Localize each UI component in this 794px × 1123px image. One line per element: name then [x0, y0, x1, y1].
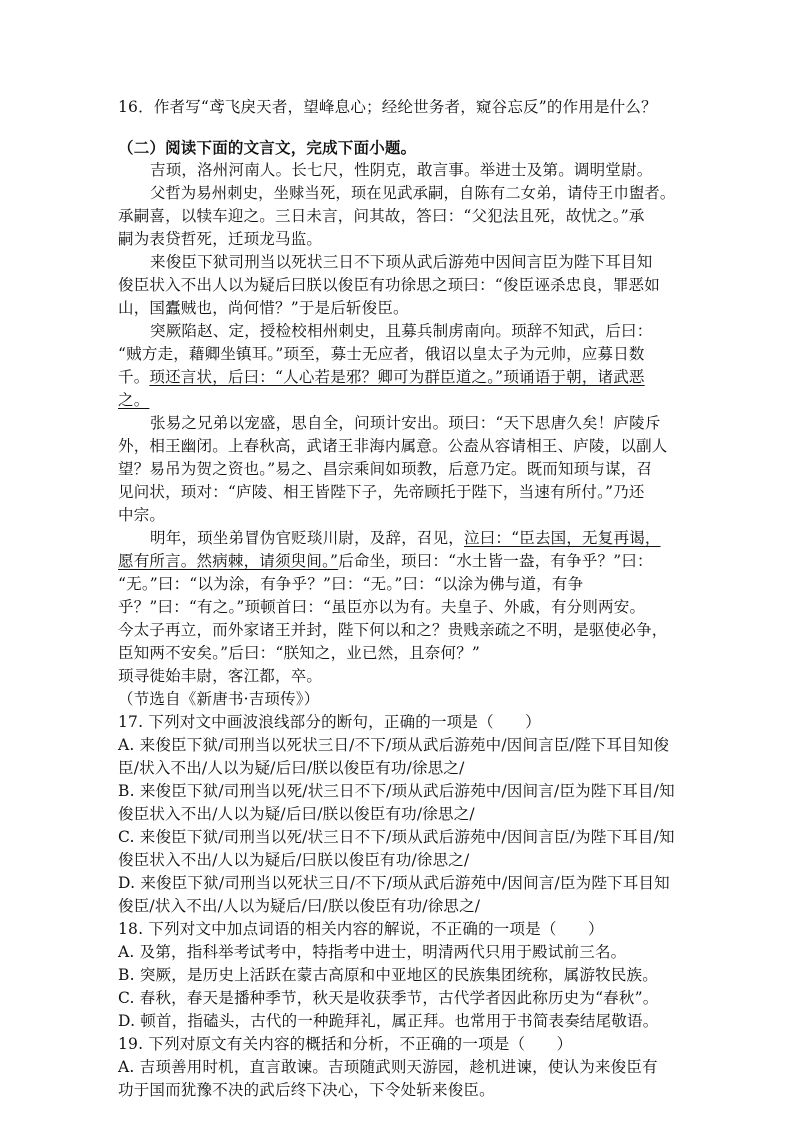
passage-p2-line2: 承嗣喜，以犊车迎之。三日未言，问其故，答曰：“父犯法且死，故忧之。”承: [118, 207, 645, 225]
passage-p6-line1: [150, 527, 661, 549]
question-19-option-a-line2: 功于国而犹豫不决的武后终下决心，下令处斩来俊臣。: [118, 1081, 495, 1099]
passage-p6-line3: “无。”曰：“以为涂，有争乎？”曰：“无。”曰：“以涂为佛与道，有争: [118, 575, 584, 593]
passage-p1: 吉顼，洛州河南人。长七尺，性阴克，敢言事。举进士及第。调明堂尉。: [150, 161, 653, 179]
passage-p6-line2-rest: 后命坐，顼曰：“水土皆一盎，有争乎？”曰：: [338, 552, 653, 570]
question-18-option-c: C. 春秋，春天是播种季节，秋天是收获季节，古代学者因此称历史为“春秋”。: [118, 989, 659, 1007]
question-17-option-a-line2: 臣/状入不出/人以为疑/后曰/朕以俊臣有功/徐思之/: [118, 759, 465, 777]
question-18-option-a: A. 及第，指科举考试考中，特指考中进士，明清两代只用于殿试前三名。: [118, 943, 627, 961]
question-17-option-c-line2: 俊臣状入不出/人以为疑后/曰朕以俊臣有功/徐思之/: [118, 851, 470, 869]
passage-p5-line5: 中宗。: [118, 506, 166, 524]
passage-p4-line1: 突厥陷赵、定，授检校相州刺史，且募兵制虏南向。顼辞不知武，后曰：: [150, 322, 653, 340]
question-17-stem: 17. 下列对文中画波浪线部分的断句，正确的一项是（ ）: [118, 713, 541, 731]
question-17-option-d-line2: 俊臣/状入不出/人以为疑后/曰/朕以俊臣有功/徐思之/: [118, 897, 481, 915]
passage-p3-line2-rest: 顼曰：“俊臣诬杀忠良，罪恶如: [447, 276, 660, 294]
question-19-option-a-line1: A. 吉顼善用时机，直言敢谏。吉顼随武则天游园，趁机进谏，使认为来俊臣有: [118, 1058, 658, 1076]
question-17-option-d-line1: D. 来俊臣下狱/司刑当以死状三日/不下/顼从武后游苑中/因间言/臣为陛下耳目知: [118, 874, 670, 892]
passage-p3-line2-wavy: 俊臣状入不出人以为疑后曰朕以俊臣有功徐思之: [118, 276, 448, 294]
question-17-option-b-line1: B. 来俊臣下狱/司刑当以死/状三日不下/顼从武后游苑中/因间言/臣为陛下耳目/知: [118, 782, 675, 800]
passage-p4-underlined-sentence: 顼还言状，后曰：“人心若是邪？卿可为群臣道之。”: [149, 368, 504, 386]
passage-p4-line2: “贼方走，藉卿坐镇耳。”顼至，募士无应者，俄诏以皇太子为元帅，应募日数: [118, 345, 645, 363]
passage-p4-underlined-tail: 顼诵语于朝，诸武恶: [503, 368, 645, 386]
passage-p6-line4: 乎？”曰：“有之。”顼顿首曰：“虽臣亦以为有。夫皇子、外戚，有分则两安。: [118, 598, 646, 616]
passage-p4-line3: [118, 366, 645, 388]
passage-p6-line2: [118, 550, 653, 572]
passage-p6-underlined-tail: 愿有所言。然病棘，请须臾间。”: [118, 552, 339, 570]
passage-source: （节选自《新唐书·吉顼传》）: [118, 690, 320, 708]
passage-p6-line1-start: 明年，顼坐弟冒伪官贬琰川尉，及辞，召见，: [150, 529, 465, 547]
passage-p4-line4: 之。: [118, 391, 150, 409]
passage-p6-line6: 臣知两不安矣。”后曰：“朕知之，业已然，且奈何？”: [118, 644, 481, 662]
passage-p6-underlined-sentence: 泣曰：“臣去国，无复再谒，: [464, 529, 661, 547]
passage-p5-line2: 外，相王幽闭。上春秋高，武诸王非海内属意。公盍从容请相王、庐陵，以副人: [118, 437, 668, 455]
question-16: 16．作者写“鸢飞戾天者，望峰息心；经纶世务者，窥谷忘反”的作用是什么？: [118, 98, 657, 116]
question-19-stem: 19. 下列对原文有关内容的概括和分析，不正确的一项是（ ）: [118, 1035, 573, 1053]
passage-p4-line3-start: 千。: [118, 368, 150, 386]
passage-p2-line3: 嗣为表贷哲死，迁顼龙马监。: [118, 230, 323, 248]
question-17-option-c-line1: C. 来俊臣下狱/司刑当以死/状三日不下/顼从武后游苑中/因间言臣/为陛下耳目/知: [118, 828, 675, 846]
passage-p7: 顼寻徙始丰尉，客江都，卒。: [118, 667, 323, 685]
section-title: （二）阅读下面的文言文，完成下面小题。: [118, 138, 417, 157]
passage-p5-line4: 见问状，顼对：“庐陵、相王皆陛下子，先帝顾托于陛下，当速有所付。”乃还: [118, 483, 645, 501]
passage-p2-line1: 父哲为易州刺史，坐赇当死，顼在见武承嗣，自陈有二女弟，请侍王巾盥者。: [150, 184, 676, 202]
question-18-stem: 18. 下列对文中加点词语的相关内容的解说，不正确的一项是（ ）: [118, 920, 604, 938]
question-18-option-b: B. 突厥，是历史上活跃在蒙古高原和中亚地区的民族集团统称，属游牧民族。: [118, 966, 658, 984]
passage-p3-line3: 山，国蠹贼也，尚何惜？”于是后斩俊臣。: [118, 299, 409, 317]
question-17-option-b-line2: 俊臣状入不出/人以为疑/后曰/朕以俊臣有功/徐思之/: [118, 805, 475, 823]
passage-p3-line1: 来俊臣下狱司刑当以死状三日不下顼从武后游苑中因间言臣为陛下耳目知: [150, 253, 653, 271]
passage-p3-line2: [118, 274, 660, 296]
passage-p6-line5: 今太子再立，而外家诸王并封，陛下何以和之？贵贱亲疏之不明，是驱使必争，: [118, 621, 668, 639]
passage-p5-line1: 张易之兄弟以宠盛，思自全，问顼计安出。顼曰：“天下思唐久矣！庐陵斥: [150, 414, 661, 432]
question-18-option-d: D. 顿首，指磕头，古代的一种跪拜礼，属正拜。也常用于书简表奏结尾敬语。: [118, 1012, 659, 1030]
question-17-option-a-line1: A. 来俊臣下狱/司刑当以死状三日/不下/顼从武后游苑中/因间言臣/陛下耳目知俊: [118, 736, 670, 754]
passage-p5-line3: 望？易吊为贺之资也。”易之、昌宗乘间如顼教，后意乃定。既而知顼与谋，召: [118, 460, 653, 478]
